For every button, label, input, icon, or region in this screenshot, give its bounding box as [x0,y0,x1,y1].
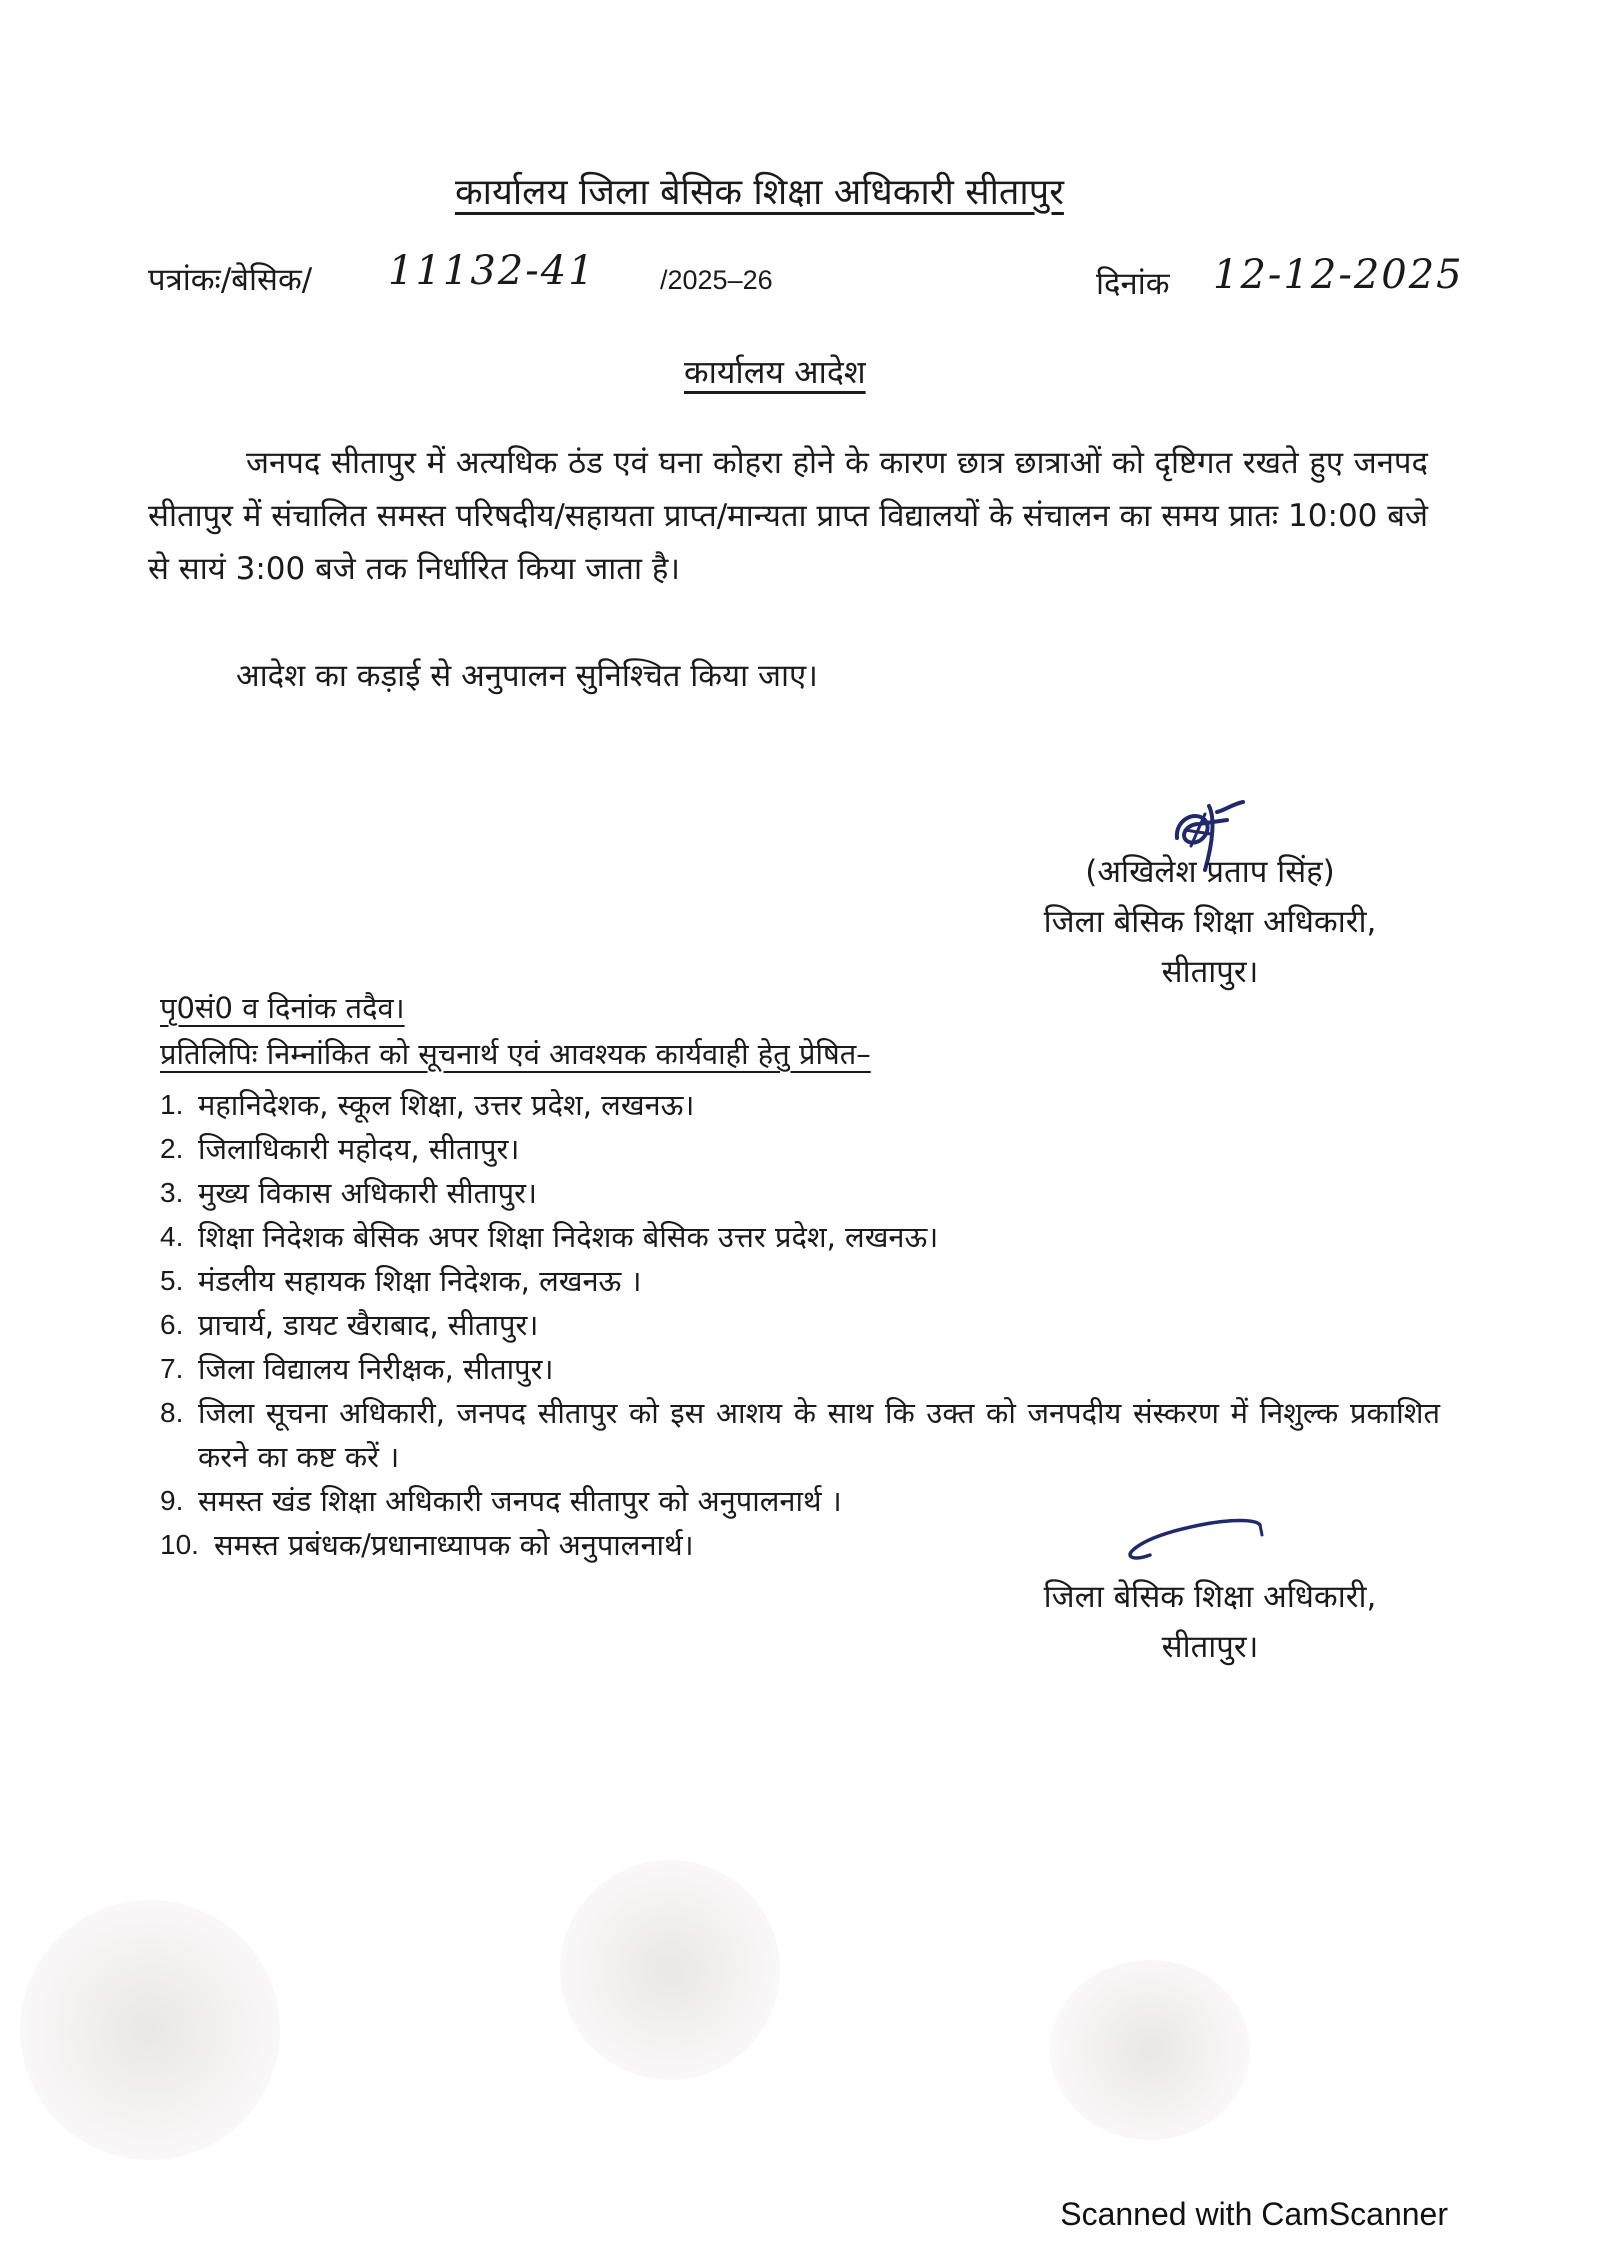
list-item [160,1259,1440,1303]
list-item-number: 9. [160,1485,184,1516]
signatory-designation: जिला बेसिक शिक्षा अधिकारी, [1043,904,1377,940]
list-item-text: महानिदेशक, स्कूल शिक्षा, उत्तर प्रदेश, लखनऊ। [198,1088,695,1122]
list-item-number: 3. [160,1177,184,1208]
reference-number-handwritten: 11132-41 [388,248,596,294]
scan-smudge [560,1860,780,2080]
list-item-text: मंडलीय सहायक शिक्षा निदेशक, लखनऊ । [198,1264,642,1298]
footer-signatory-location: सीतापुर। [1161,1629,1259,1665]
compliance-line: आदेश का कड़ाई से अनुपालन सुनिश्चित किया जाए। [236,658,818,694]
list-item-text: जिला सूचना अधिकारी, जनपद सीतापुर को इस आशय के साथ कि उक्त को जनपदीय संस्करण में निशुल्क प्रकाशित करने का कष्ट करें । [198,1396,1440,1474]
reference-label: पत्रांकः/बेसिक/ [148,262,313,298]
list-item-number: 2. [160,1133,184,1164]
scan-smudge [20,1900,280,2160]
list-item [160,1303,1440,1347]
list-item [160,1215,1440,1259]
list-item-number: 5. [160,1265,184,1296]
date-handwritten: 12-12-2025 [1213,252,1464,298]
list-item [160,1391,1440,1479]
list-item-number: 8. [160,1397,184,1428]
scan-smudge [1050,1960,1250,2140]
footer-signatory-block [1000,1572,1420,1672]
signatory-name: (अखिलेश प्रताप सिंह) [1085,854,1335,890]
list-item [160,1171,1440,1215]
list-item-text: समस्त खंड शिक्षा अधिकारी जनपद सीतापुर को अनुपालनार्थ । [198,1484,842,1518]
copy-heading: प्रतिलिपिः निम्नांकित को सूचनार्थ एवं आवश्यक कार्यवाही हेतु प्रेषित– [160,1037,871,1071]
list-item [160,1083,1440,1127]
list-item-number: 1. [160,1089,184,1120]
memo-line: पृ0सं0 व दिनांक तदैव। [160,991,405,1025]
list-item-text: प्राचार्य, डायट खैराबाद, सीतापुर। [198,1308,539,1342]
list-item-text: मुख्य विकास अधिकारी सीतापुर। [198,1176,537,1210]
list-item-text: जिला विद्यालय निरीक्षक, सीतापुर। [198,1352,554,1386]
signatory-block [1000,847,1420,997]
list-item-number: 7. [160,1353,184,1384]
scanner-watermark: Scanned with CamScanner [1060,2196,1448,2232]
list-item-text: समस्त प्रबंधक/प्रधानाध्यापक को अनुपालनार्थ। [214,1528,694,1562]
office-title: कार्यालय जिला बेसिक शिक्षा अधिकारी सीतापुर [455,172,1064,213]
signature-mark [1120,1505,1270,1575]
list-item-text: शिक्षा निदेशक बेसिक अपर शिक्षा निदेशक बेसिक उत्तर प्रदेश, लखनऊ। [198,1220,939,1254]
date-label: दिनांक [1096,266,1170,302]
footer-signatory-designation: जिला बेसिक शिक्षा अधिकारी, [1043,1579,1377,1615]
order-heading: कार्यालय आदेश [684,353,866,391]
list-item-number: 10. [160,1529,199,1560]
order-body: जनपद सीतापुर में अत्यधिक ठंड एवं घना कोहरा होने के कारण छात्र छात्राओं को दृष्टिगत रखते हुए जनपद सीतापुर में संचालित समस्त परिषदीय/सहायता प्राप्त/मान्यता प्राप्त विद्यालयों के संचालन का समय प्रातः 10:00 बजे से सायं 3:00 बजे तक निर्धारित किया जाता है। [148,445,1428,587]
list-item-text: जिलाधिकारी महोदय, सीतापुर। [198,1132,520,1166]
reference-year: /2025–26 [660,265,773,295]
copy-list [160,1083,1440,1567]
list-item-number: 4. [160,1221,184,1252]
list-item-number: 6. [160,1309,184,1340]
list-item [160,1347,1440,1391]
signatory-location: सीतापुर। [1161,954,1259,990]
list-item [160,1127,1440,1171]
